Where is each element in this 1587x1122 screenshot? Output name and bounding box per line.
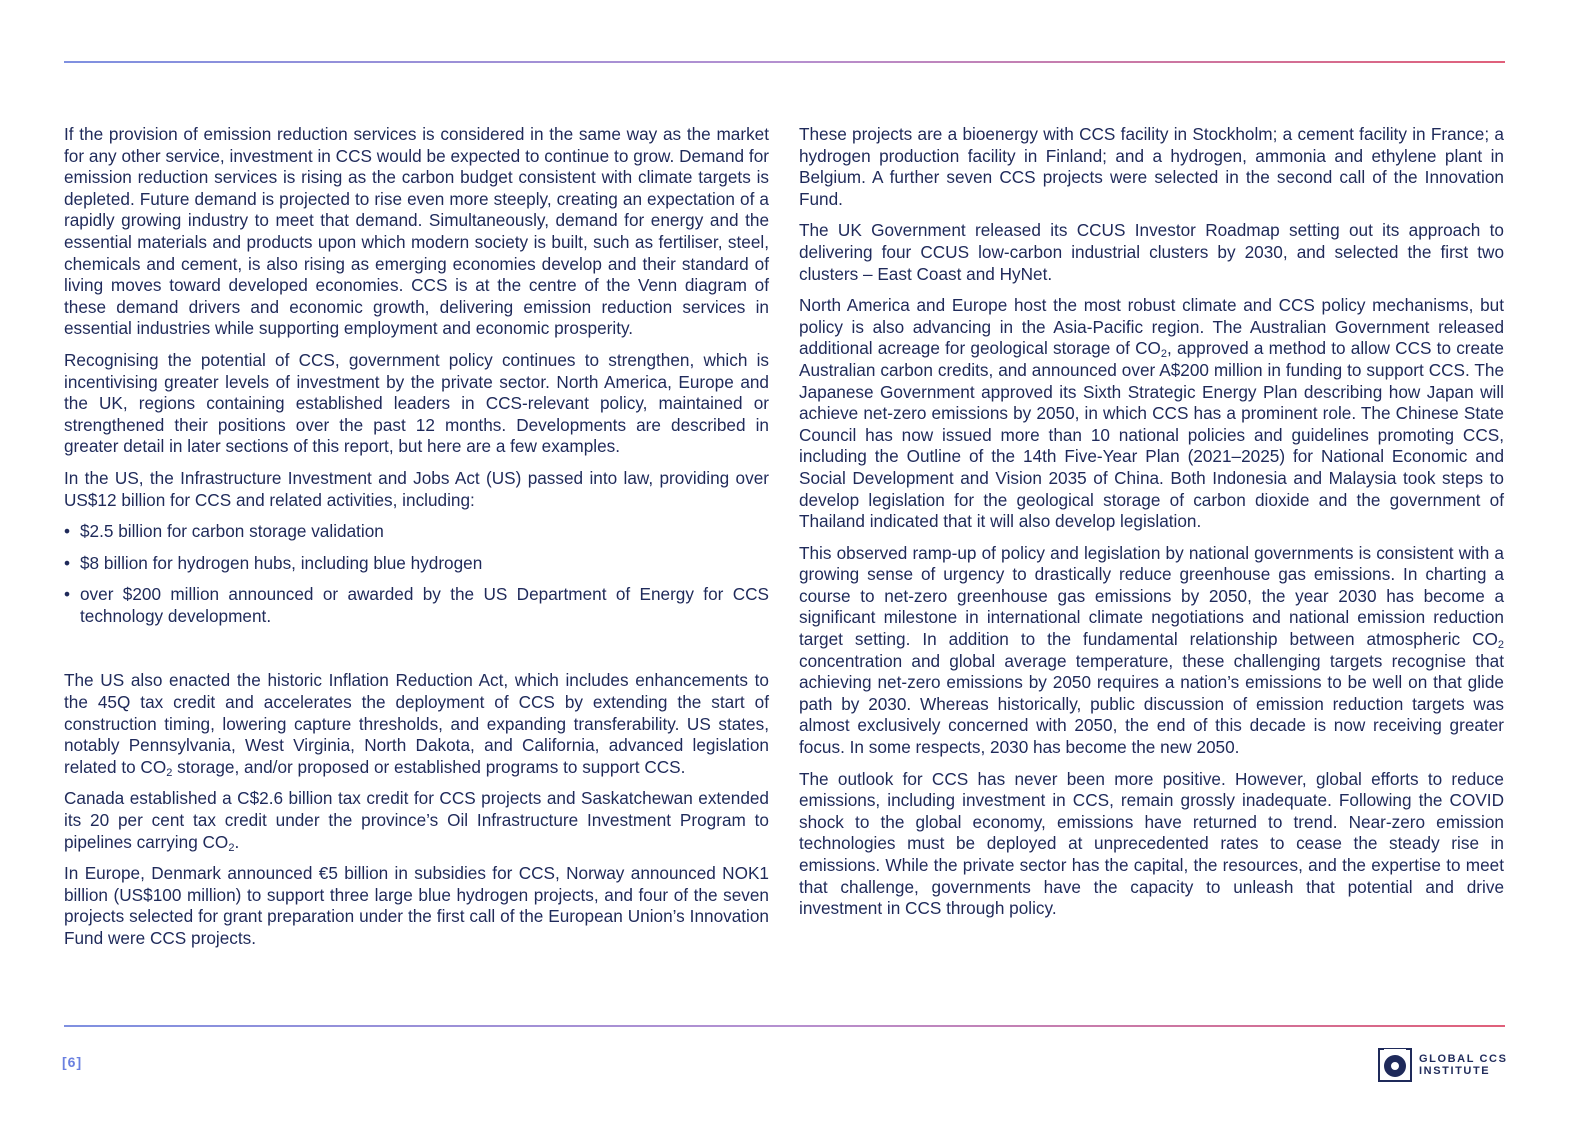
paragraph: The UK Government released its CCUS Investor Roadmap setting out its approach to delivering four CCUS low-carbon industrial clusters by 2030, and selected the first two clusters – East Coast and HyNet. [799, 220, 1504, 284]
paragraph: The outlook for CCS has never been more positive. However, global efforts to reduce emissions, including investment in CCS, remain grossly inadequate. Following the COVID shock to the global economy, emissions have returned to trend. Near-zero emission technologies must be deployed at unprecedented rates to cease the steady rise in emissions. While the private sector has the capital, the resources, and the expertise to meet that challenge, governments have the capacity to unleash that potential and drive investment in CCS through policy. [799, 768, 1504, 919]
paragraph: In Europe, Denmark announced €5 billion in subsidies for CCS, Norway announced NOK1 billion (US$100 million) to support three large blue hydrogen projects, and four of the seven projects selected for grant preparation under the first call of the European Union’s Innovation Fund were CCS projects. [64, 863, 769, 948]
right-column [799, 124, 1504, 930]
page-number: [6] [62, 1054, 83, 1070]
bullet-item: • $8 billion for hydrogen hubs, including blue hydrogen [64, 553, 769, 575]
logo [1378, 1048, 1508, 1082]
paragraph: This observed ramp-up of policy and legislation by national governments is consistent with a growing sense of urgency to drastically reduce greenhouse gas emissions. In charting a course to net-zero greenhouse gas emissions by 2050, the year 2030 has become a significant milestone in international climate negotiations and national emission reduction target setting. In addition to the fundamental relationship between atmospheric $CO_2$ concentration and global average temperature, these challenging targets recognise that achieving net-zero emissions by 2050 requires a nation’s emissions to be well on that glide path by 2030. Whereas historically, public discussion of emission reduction targets was almost exclusively concerned with 2050, the end of this decade is now receiving greater focus. In some respects, 2030 has become the new 2050. [799, 542, 1504, 758]
logo-wordmark: GLOBAL CCS INSTITUTE [1419, 1053, 1508, 1077]
bullet-item: • $2.5 billion for carbon storage validation [64, 521, 769, 543]
left-column [64, 124, 769, 960]
paragraph: Recognising the potential of CCS, government policy continues to strengthen, which is incentivising greater levels of investment by the private sector. North America, Europe and the UK, regions containing established leaders in CCS-relevant policy, maintained or strengthened their positions over the past 12 months. Developments are described in greater detail in later sections of this report, but here are a few examples. [64, 349, 769, 457]
bullet-item: • over $200 million announced or awarded by the US Department of Energy for CCS technology development. [64, 584, 769, 627]
paragraph: These projects are a bioenergy with CCS facility in Stockholm; a cement facility in France; a hydrogen production facility in Finland; and a hydrogen, ammonia and ethylene plant in Belgium. A further seven CCS projects were selected in the second call of the Innovation Fund. [799, 124, 1504, 209]
bullet-list [64, 521, 769, 627]
header-divider [64, 61, 1505, 63]
paragraph: If the provision of emission reduction services is considered in the same way as the market for any other service, investment in CCS would be expected to continue to grow. Demand for emission reduction services is rising as the carbon budget consistent with climate targets is depleted. Future demand is projected to rise even more steeply, creating an expectation of a rapidly growing industry to meet that demand. Simultaneously, demand for energy and the essential materials and products upon which modern society is built, such as fertiliser, steel, chemicals and cement, is also rising as emerging economies develop and their standard of living moves toward developed economies. CCS is at the centre of the Venn diagram of these demand drivers and economic growth, delivering emission reduction services in essential industries while supporting employment and economic prosperity. [64, 124, 769, 339]
paragraph: Canada established a C$2.6 billion tax credit for CCS projects and Saskatchewan extended its 20 per cent tax credit under the province’s Oil Infrastructure Investment Program to pipelines carrying $CO_2$. [64, 788, 769, 854]
paragraph: The US also enacted the historic Inflation Reduction Act, which includes enhancements to the 45Q tax credit and accelerates the deployment of CCS by extending the start of construction timing, lowering capture thresholds, and expanding transferability. US states, notably Pennsylvania, West Virginia, North Dakota, and California, advanced legislation related to $CO_2$ storage, and/or proposed or established programs to support CCS. [64, 670, 769, 779]
global-ccs-logo-icon [1378, 1048, 1412, 1082]
footer-divider [64, 1025, 1505, 1027]
paragraph: In the US, the Infrastructure Investment and Jobs Act (US) passed into law, providing over US$12 billion for CCS and related activities, including: [64, 467, 769, 510]
paragraph: North America and Europe host the most robust climate and CCS policy mechanisms, but policy is also advancing in the Asia-Pacific region. The Australian Government released additional acreage for geological storage of $CO_2$, approved a method to allow CCS to create Australian carbon credits, and announced over A$200 million in funding to support CCS. The Japanese Government approved its Sixth Strategic Energy Plan describing how Japan will achieve net-zero emissions by 2050, in which CCS has a prominent role. The Chinese State Council has now issued more than 10 national policies and guidelines promoting CCS, including the Outline of the 14th Five-Year Plan (2021–2025) for National Economic and Social Development and Vision 2035 of China. Both Indonesia and Malaysia took steps to develop legislation for the geological storage of carbon dioxide and the government of Thailand indicated that it will also develop legislation. [799, 295, 1504, 532]
